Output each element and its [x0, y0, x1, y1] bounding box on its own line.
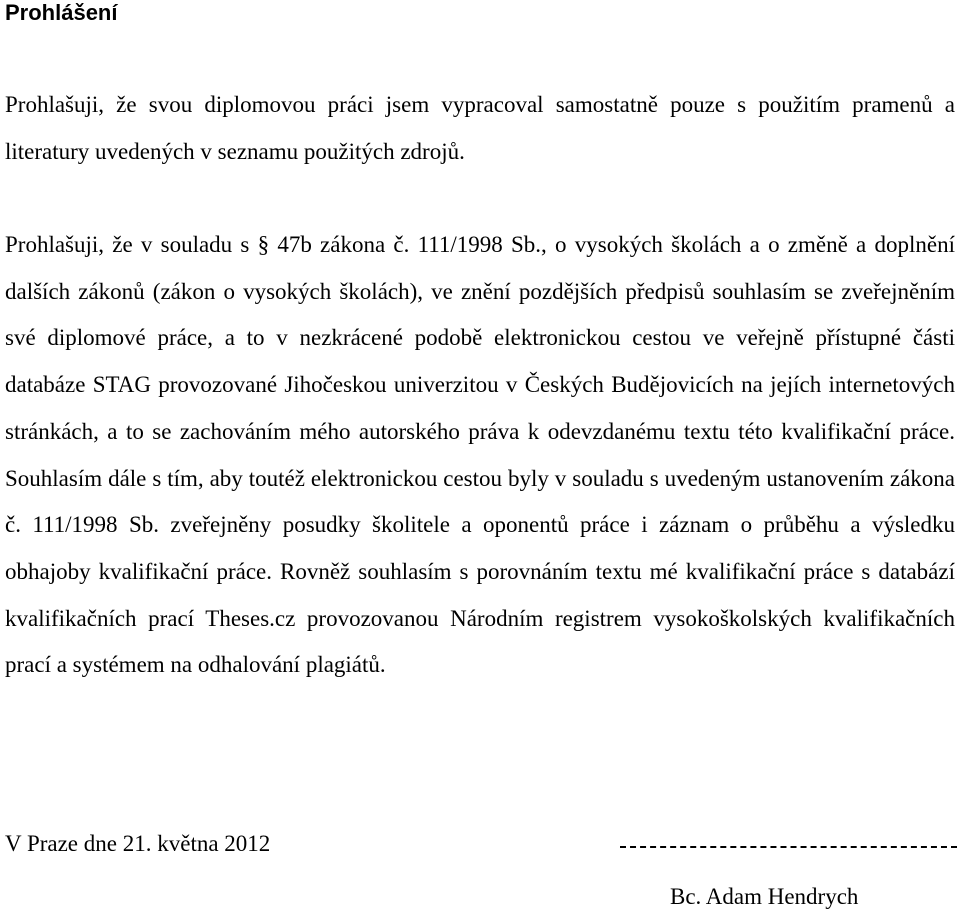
declaration-paragraph-2: Prohlašuji, že v souladu s § 47b zákona č. 111/1998 Sb., o vysokých školách a o změně a doplnění dalších zákonů (zákon o vysokých školách), ve znění pozdějších předpisů souhlasím se zveřejněním své diplomové práce, a to v nezkrácené podobě elektronickou cestou ve veřejně přístupné části databáze STAG provozované Jihočeskou univerzitou v Českých Budějovicích na jejích internetových stránkách, a to se zachováním mého autorského práva k odevzdanému textu této kvalifikační práce. Souhlasím dále s tím, aby toutéž elektronickou cestou byly v souladu s uvedeným ustanovením zákona č. 111/1998 Sb. zveřejněny posudky školitele a oponentů práce i záznam o průběhu a výsledku obhajoby kvalifikační práce. Rovněž souhlasím s porovnáním textu mé kvalifikační práce s databází kvalifikačních prací Theses.cz provozovanou Národním registrem vysokoškolských kvalifikačních prací a systémem na odhalování plagiátů. — [5, 232, 955, 678]
document-title: Prohlášení — [5, 0, 118, 25]
declaration-paragraph-1: Prohlašuji, že svou diplomovou práci jsem vypracoval samostatně pouze s použitím pramenů a literatury uvedených v seznamu použitých zdrojů. — [5, 92, 955, 164]
signature-line — [620, 846, 957, 848]
signatory-name: Bc. Adam Hendrych — [670, 884, 859, 909]
place-and-date: V Praze dne 21. května 2012 — [5, 831, 271, 856]
